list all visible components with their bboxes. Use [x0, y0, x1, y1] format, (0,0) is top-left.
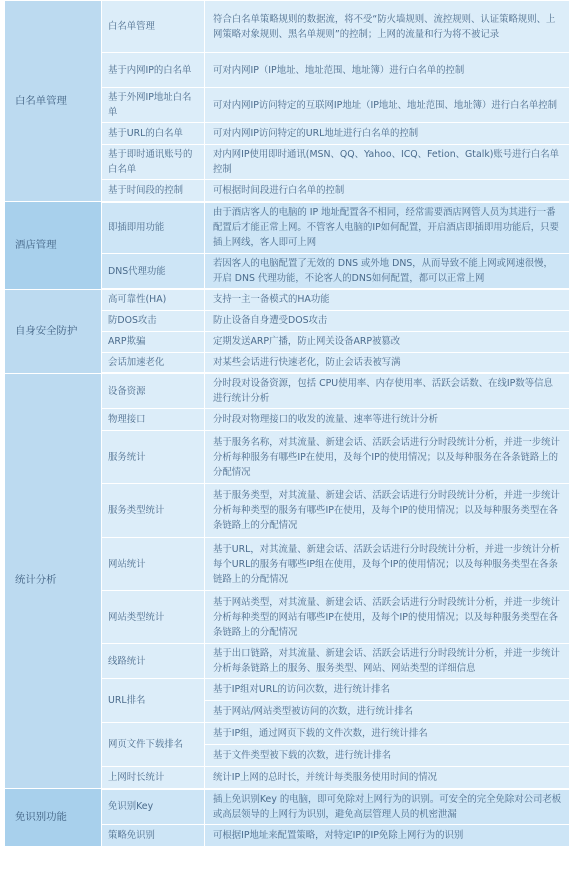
feature-name: ARP欺骗	[102, 331, 205, 352]
feature-name: 服务统计	[102, 431, 205, 484]
feature-description: 由于酒店客人的电脑的 IP 地址配置各不相同，经常需要酒店网管人员为其进行一番配置后才能正常上网。不管客人电脑的IP如何配置，开启酒店即插即用功能后，只要插上网线，客人即可上网	[205, 202, 570, 254]
feature-description: 若因客人的电脑配置了无效的 DNS 或外地 DNS，从而导致不能上网或网速很慢，开启 DNS 代理功能，不论客人的DNS如何配置，都可以正常上网	[205, 254, 570, 290]
feature-description: 基于出口链路，对其流量、新建会话、活跃会话进行分时段统计分析，并进一步统计分析每条链路上的服务、服务类型、网站、网站类型的详细信息	[205, 644, 570, 679]
feature-description: 基于文件类型被下载的次数，进行统计排名	[205, 745, 570, 767]
feature-description: 分时段对设备资源，包括 CPU使用率、内存使用率、活跃会话数、在线IP数等信息进行统计分析	[205, 373, 570, 409]
feature-description: 可根据IP地址来配置策略，对特定IP的IP免除上网行为的识别	[205, 824, 570, 846]
feature-description: 基于服务类型，对其流量、新建会话、活跃会话进行分时段统计分析，并进一步统计分析每种类型的服务有哪些IP在使用，及每个IP的使用情况；以及每种服务类型在各条链路上的分配情况	[205, 484, 570, 538]
feature-name: 基于URL的白名单	[102, 123, 205, 145]
feature-description: 支持一主一备模式的HA功能	[205, 289, 570, 310]
feature-description: 统计IP上网的总时长，并统计每类服务使用时间的情况	[205, 767, 570, 789]
feature-name: 设备资源	[102, 373, 205, 409]
feature-description: 定期发送ARP广播，防止网关设备ARP被篡改	[205, 331, 570, 352]
category-exempt: 免识别功能	[5, 789, 102, 847]
feature-name: 服务类型统计	[102, 484, 205, 538]
table-row	[5, 373, 570, 409]
feature-description: 基于服务名称，对其流量、新建会话、活跃会话进行分时段统计分析，并进一步统计分析每种服务有哪些IP在使用，及每个IP的使用情况；以及每种服务在各条链路上的分配情况	[205, 431, 570, 484]
feature-name: 基于外网IP地址白名单	[102, 88, 205, 123]
feature-name: 网站类型统计	[102, 591, 205, 644]
feature-name: URL排名	[102, 679, 205, 723]
feature-description: 可对内网IP访问特定的URL地址进行白名单的控制	[205, 123, 570, 145]
feature-name: 会话加速老化	[102, 352, 205, 373]
feature-name: 高可靠性(HA)	[102, 289, 205, 310]
feature-name: 免识别Key	[102, 789, 205, 825]
feature-name: 基于即时通讯账号的白名单	[102, 145, 205, 180]
feature-description: 基于网站/网站类型被访问的次数，进行统计排名	[205, 701, 570, 723]
feature-name: 上网时长统计	[102, 767, 205, 789]
feature-name: 即插即用功能	[102, 202, 205, 254]
feature-description: 可根据时间段进行白名单的控制	[205, 180, 570, 202]
feature-description: 对某些会话进行快速老化，防止会话表被写满	[205, 352, 570, 373]
feature-name: 网站统计	[102, 538, 205, 591]
feature-description: 符合白名单策略规则的数据流，将不受“防火墙规则、流控规则、认证策略规则、上网策略对象规则、黑名单规则”的控制；上网的流量和行为将不被记录	[205, 1, 570, 53]
feature-description: 对内网IP使用即时通讯(MSN、QQ、Yahoo、ICQ、Fetion、Gtalk)账号进行白名单控制	[205, 145, 570, 180]
table-row	[5, 289, 570, 310]
feature-name: 基于内网IP的白名单	[102, 53, 205, 88]
feature-name: 网页文件下载排名	[102, 723, 205, 767]
category-security: 自身安全防护	[5, 289, 102, 373]
feature-name: 基于时间段的控制	[102, 180, 205, 202]
table-row	[5, 789, 570, 825]
feature-name: DNS代理功能	[102, 254, 205, 290]
feature-name: 线路统计	[102, 644, 205, 679]
feature-name: 防DOS攻击	[102, 310, 205, 331]
feature-description: 可对内网IP（IP地址、地址范围、地址簿）进行白名单的控制	[205, 53, 570, 88]
feature-name: 白名单管理	[102, 1, 205, 53]
feature-table	[4, 0, 570, 847]
feature-name: 策略免识别	[102, 824, 205, 846]
feature-description: 防止设备自身遭受DOS攻击	[205, 310, 570, 331]
category-whitelist: 白名单管理	[5, 1, 102, 202]
feature-name: 物理接口	[102, 409, 205, 431]
feature-description: 基于网站类型，对其流量、新建会话、活跃会话进行分时段统计分析，并进一步统计分析每种类型的网站有哪些IP在使用，及每个IP的使用情况；以及每种服务类型在各条链路上的分配情况	[205, 591, 570, 644]
feature-description: 插上免识别Key 的电脑，即可免除对上网行为的识别。可安全的完全免除对公司老板或高层领导的上网行为识别，避免高层管理人员的机密泄漏	[205, 789, 570, 825]
feature-description: 可对内网IP访问特定的互联网IP地址（IP地址、地址范围、地址簿）进行白名单控制	[205, 88, 570, 123]
feature-description: 基于IP组，通过网页下载的文件次数，进行统计排名	[205, 723, 570, 745]
feature-description: 基于IP组对URL的访问次数，进行统计排名	[205, 679, 570, 701]
category-hotel: 酒店管理	[5, 202, 102, 290]
table-row	[5, 202, 570, 254]
category-stats: 统计分析	[5, 373, 102, 789]
table-row	[5, 1, 570, 53]
feature-description: 分时段对物理接口的收发的流量、速率等进行统计分析	[205, 409, 570, 431]
feature-description: 基于URL，对其流量、新建会话、活跃会话进行分时段统计分析，并进一步统计分析每个URL的服务有哪些IP组在使用，及每个IP的使用情况；以及每种服务类型在各条链路上的分配情况	[205, 538, 570, 591]
